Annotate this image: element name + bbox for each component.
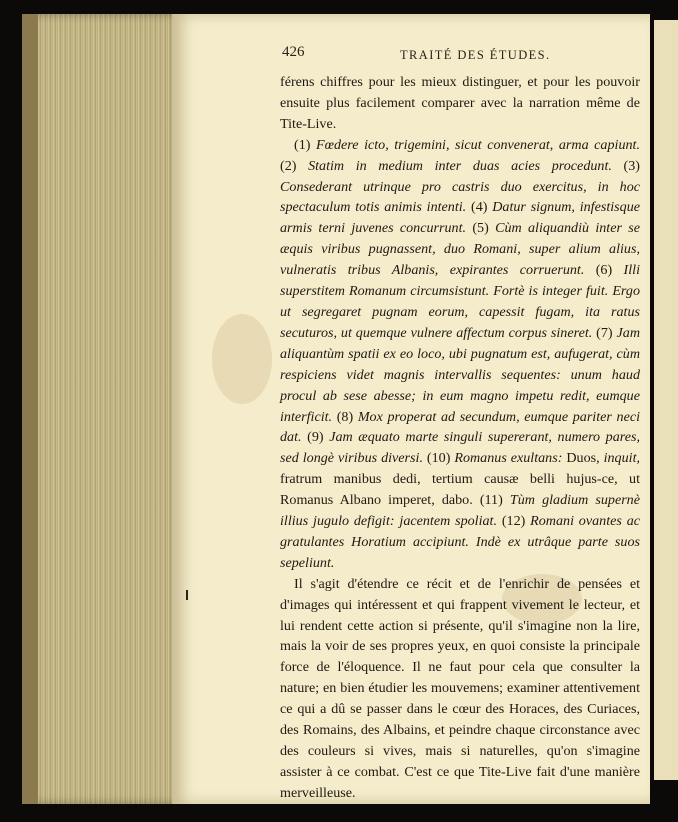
latin-segment: (4) bbox=[466, 199, 493, 216]
intro-text: férens chiffres pour les mieux distinguer, et pour les pouvoir ensuite plus facilement comparer avec la narration même de Tite-Live. bbox=[280, 74, 640, 132]
closing-paragraph: Il s'agit d'étendre ce récit et de l'enrichir de pensées et d'images qui intéressent et qui frappent vivement le lecteur, et lui rendent cette action si présente, qu'il s'imagine non la lire, mais la voir de ses propres yeux, en quoi consiste la principale force de l'éloquence. Il ne faut pour cela que consulter la nature; en bien étudier les mouvemens; examiner attentivement ce qui a dû se passer dans le cœur des Horaces, des Curiaces, des Romains, des Albains, et peindre chaque circonstance avec des couleurs si vives, mais si naturelles, qu'on s'imagine assister à ce combat. C'est ce que Tite-Live fait d'une manière merveilleuse. bbox=[280, 575, 640, 801]
page-body bbox=[280, 72, 640, 804]
latin-segment: (1) bbox=[294, 136, 316, 153]
latin-segment: Statim in medium inter duas acies procedunt. bbox=[308, 157, 612, 174]
latin-segment: Mox properat ad secundum, eumque pariter neci dat. bbox=[280, 408, 641, 446]
latin-passage bbox=[280, 135, 640, 574]
latin-segment: (10) bbox=[422, 450, 455, 467]
running-title: TRAITÉ DES ÉTUDES. bbox=[400, 48, 551, 62]
latin-segment: fratrum manibus dedi, tertium causæ belli hujus-ce, ut Romanus Albano imperet, dabo. (11) bbox=[280, 471, 640, 509]
latin-segment: Jam aliquantùm spatii ex eo loco, ubi pugnatum est, aufugerat, cùm respiciens videt magnis intervallis sequentes: unum haud procul ab sese abesse; in eum magno impetu redit, eumque interficit. bbox=[280, 324, 641, 425]
latin-segment: Duos, bbox=[562, 450, 604, 467]
latin-segment: Illi superstitem Romanum circumsistunt. Fortè is integer fuit. Ergo ut segregaret pugnam eorum, capessit fugam, ita ratus secuturos, ut quemque vulnere affectum corpus sineret. bbox=[280, 262, 640, 341]
latin-segment: Consederant utrinque pro castris duo exercitus, in hoc spectaculum totis animis intenti. bbox=[280, 178, 640, 216]
margin-mark bbox=[186, 590, 188, 600]
latin-segment: Cùm aliquandiù inter se æquis viribus pugnassent, duo Romani, super alium alius, vulneratis tribus Albanis, expirantes corruerunt. bbox=[280, 220, 641, 279]
latin-segment: Jam æquato marte singuli supererant, numero pares, sed longè viribus diversi. bbox=[280, 429, 640, 467]
latin-segment: (9) bbox=[301, 429, 330, 446]
latin-segment: Datur signum, infestisque armis terni juvenes concurrunt. bbox=[280, 199, 641, 237]
latin-segment: (7) bbox=[592, 324, 617, 341]
latin-segment: (12) bbox=[497, 513, 531, 530]
facing-page-edge bbox=[654, 20, 678, 780]
latin-segment: (5) bbox=[466, 220, 496, 237]
latin-segment: (3) bbox=[611, 157, 640, 174]
latin-segment: Fœdere icto, trigemini, sicut convenerat, arma capiunt. bbox=[315, 136, 640, 153]
book-page-edges bbox=[22, 14, 172, 804]
latin-segment: (6) bbox=[584, 262, 624, 279]
latin-segment: Romanus exultans: bbox=[454, 450, 563, 467]
latin-segment: (8) bbox=[332, 408, 358, 425]
page-number: 426 bbox=[282, 44, 305, 60]
latin-segment: inquit, bbox=[603, 450, 641, 467]
latin-segment: (2) bbox=[280, 157, 309, 174]
latin-segment: Tùm gladium supernè illius jugulo defigit: jacentem spoliat. bbox=[280, 492, 640, 530]
latin-segment: Romani ovantes ac gratulantes Horatium accipiunt. Indè ex utrâque parte suos sepeliunt. bbox=[280, 513, 640, 571]
